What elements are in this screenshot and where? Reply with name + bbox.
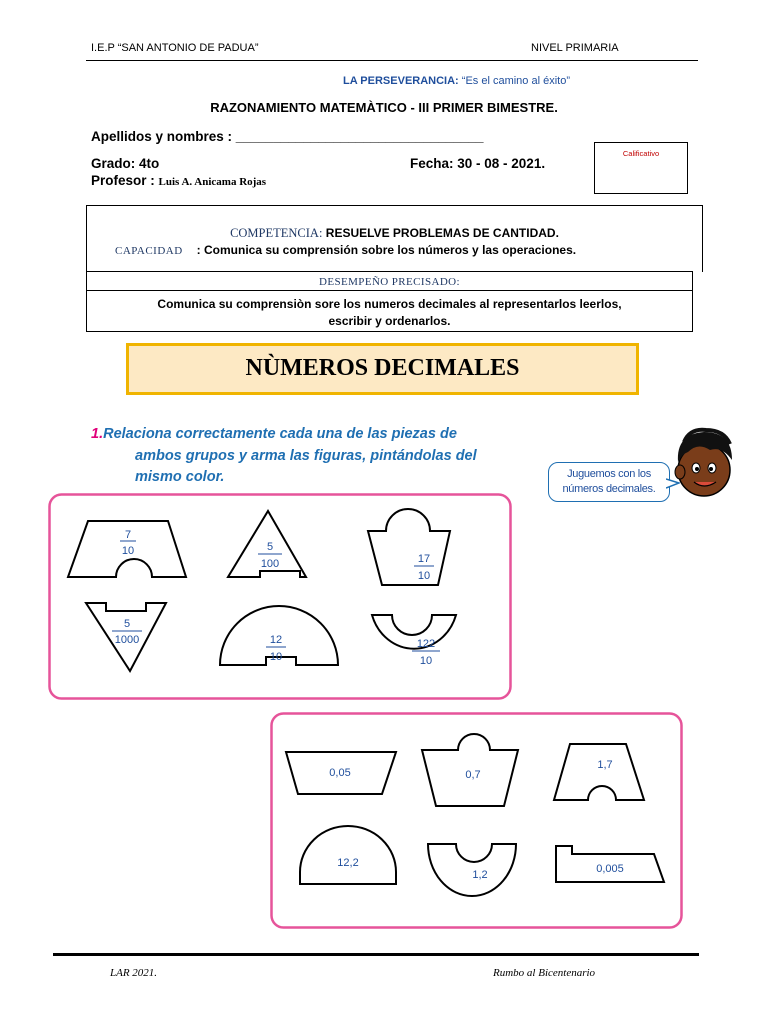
fraction-pieces-group (48, 493, 512, 701)
fraction-2-den: 10 (417, 570, 431, 582)
competencia-text: RESUELVE PROBLEMAS DE CANTIDAD. (325, 226, 559, 240)
worksheet-date: Fecha: 30 - 08 - 2021. (410, 156, 546, 171)
competencia-line (87, 226, 702, 241)
student-grade: Grado: 4to (91, 156, 160, 171)
fraction-3-den: 1000 (114, 634, 140, 646)
exercise-line2: ambos grupos y arma las figuras, pintándolas del (135, 447, 477, 464)
fraction-4-den: 10 (269, 651, 283, 663)
capacidad-line (115, 243, 576, 257)
fraction-1-den: 100 (260, 558, 280, 570)
fraction-5-den: 10 (419, 655, 433, 667)
teacher-name: Luis A. Anicama Rojas (158, 176, 267, 188)
decimal-label-1: 0,7 (465, 769, 481, 781)
speech-bubble-line2: números decimales. (562, 483, 656, 495)
teacher (91, 173, 266, 188)
capacidad-text: : Comunica su comprensión sobre los números y las operaciones. (196, 243, 577, 257)
competencia-label: COMPETENCIA: (230, 226, 323, 240)
speech-bubble (548, 462, 670, 502)
worksheet-title: RAZONAMIENTO MATEMÀTICO - III PRIMER BIMESTRE. (210, 100, 558, 115)
desempeno-text-line2: escribir y ordenarlos. (328, 314, 451, 328)
student-name-field: Apellidos y nombres : _________________________________ (91, 129, 484, 144)
decimal-pieces-group (270, 712, 684, 930)
grade-box-label: Calificativo (622, 149, 660, 158)
main-title: NÙMEROS DECIMALES (126, 343, 639, 395)
footer-divider (53, 953, 699, 956)
competencia-box (86, 205, 703, 272)
header-divider (86, 60, 698, 61)
speech-bubble-tail (666, 478, 680, 490)
desempeno-divider (87, 290, 692, 291)
fraction-3-num: 5 (123, 618, 131, 630)
decimal-label-0: 0,05 (329, 767, 351, 779)
footer-left: LAR 2021. (110, 967, 158, 979)
desempeno-text-line1: Comunica su comprensiòn sore los numeros decimales al representarlos leerlos, (157, 297, 622, 311)
teacher-label: Profesor : (91, 173, 159, 188)
desempeno-label: DESEMPEÑO PRECISADO: (319, 276, 460, 288)
fraction-2-num: 17 (417, 553, 431, 565)
exercise-number: 1. (91, 426, 104, 442)
exercise-line1: Relaciona correctamente cada una de las piezas de (103, 426, 457, 442)
exercise-instruction (91, 424, 531, 489)
desempeno-text (87, 296, 692, 330)
footer-right: Rumbo al Bicentenario (493, 967, 596, 979)
fraction-4-num: 12 (269, 634, 283, 646)
grade-box (594, 142, 688, 194)
decimal-label-5: 0,005 (596, 863, 624, 875)
motto-label: LA PERSEVERANCIA: (343, 75, 459, 87)
school-level: NIVEL PRIMARIA (531, 42, 619, 54)
decimal-label-4: 1,2 (472, 869, 488, 881)
exercise-line3: mismo color. (135, 469, 225, 485)
speech-bubble-line1: Juguemos con los (567, 468, 651, 480)
fraction-0-num: 7 (124, 529, 132, 541)
school-name: I.E.P “SAN ANTONIO DE PADUA” (91, 42, 259, 54)
fraction-0-den: 10 (121, 545, 135, 557)
motto-text: “Es el camino al éxito” (461, 75, 570, 87)
fraction-5-num: 122 (416, 638, 436, 650)
decimal-label-2: 1,7 (597, 759, 613, 771)
cartoon-boy-image (670, 422, 740, 502)
decimal-label-3: 12,2 (337, 857, 359, 869)
desempeno-box (86, 271, 693, 332)
motto (343, 75, 570, 87)
capacidad-label: CAPACIDAD (115, 245, 183, 257)
fraction-1-num: 5 (266, 541, 274, 553)
